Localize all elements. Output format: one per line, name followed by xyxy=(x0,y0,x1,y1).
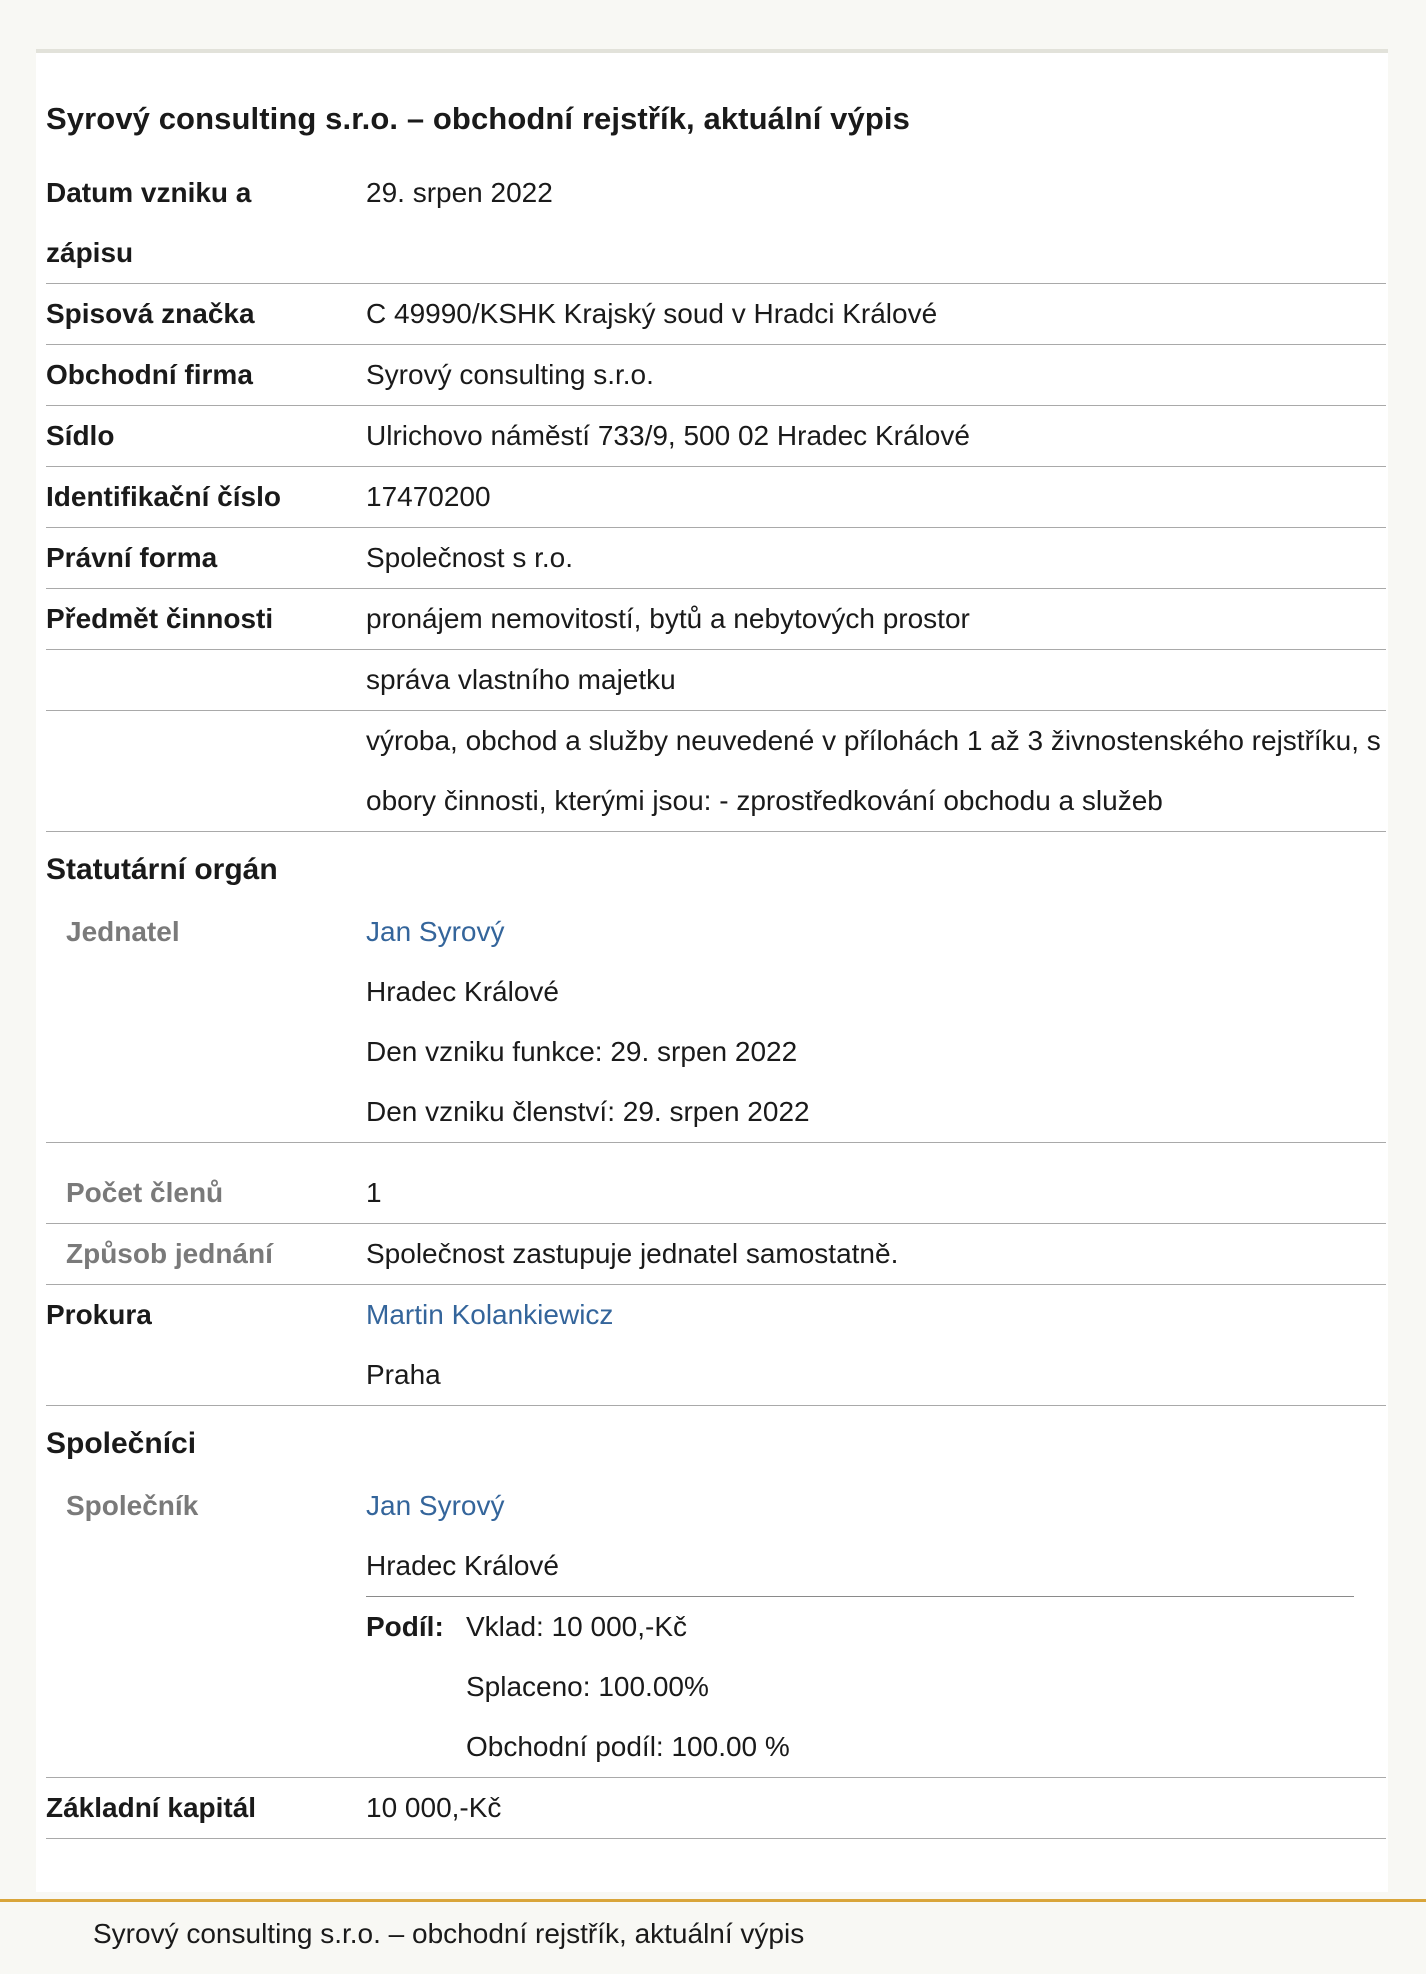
section-statutarni-organ: Statutární orgán xyxy=(46,853,278,886)
predmet-item: pronájem nemovitostí, bytů a nebytových prostor xyxy=(366,603,970,634)
prokura-details xyxy=(366,1285,1386,1405)
registry-table xyxy=(46,163,1386,1839)
footer-title: Syrový consulting s.r.o. – obchodní rejstřík, aktuální výpis xyxy=(93,1918,805,1949)
row-pocet-clenu xyxy=(46,1143,1386,1224)
page-title: Syrový consulting s.r.o. – obchodní rejstřík, aktuální výpis xyxy=(46,101,910,136)
jednatel-label: Jednatel xyxy=(66,916,180,947)
spisova-value: C 49990/KSHK Krajský soud v Hradci Králové xyxy=(366,298,938,329)
spolecnik-city: Hradec Králové xyxy=(366,1550,559,1581)
row-pravni-forma xyxy=(46,528,1386,589)
podil-label: Podíl: xyxy=(366,1611,444,1642)
sidlo-value: Ulrichovo náměstí 733/9, 500 02 Hradec Králové xyxy=(366,420,970,451)
empty-label xyxy=(46,650,366,710)
podil-details xyxy=(466,1597,790,1777)
row-zpusob-jednani xyxy=(46,1224,1386,1285)
kapital-value: 10 000,-Kč xyxy=(366,1792,502,1823)
spolecnik-label: Společník xyxy=(66,1490,199,1521)
row-obchodni-firma xyxy=(46,345,1386,406)
pocet-label: Počet členů xyxy=(66,1177,224,1208)
row-spisova-znacka xyxy=(46,284,1386,345)
jednatel-clenstvi: Den vzniku členství: 29. srpen 2022 xyxy=(366,1096,810,1127)
forma-value: Společnost s r.o. xyxy=(366,542,574,573)
row-sidlo xyxy=(46,406,1386,467)
datum-value: 29. srpen 2022 xyxy=(366,177,553,208)
row-ico xyxy=(46,467,1386,528)
jednatel-name-link[interactable]: Jan Syrový xyxy=(366,916,505,947)
sidlo-label: Sídlo xyxy=(46,420,115,451)
spisova-label: Spisová značka xyxy=(46,298,255,329)
footer-divider xyxy=(0,1899,1426,1902)
row-label xyxy=(46,163,366,283)
row-datum-vzniku xyxy=(46,163,1386,284)
datum-label: Datum vzniku a zápisu xyxy=(46,177,252,268)
row-predmet-3 xyxy=(46,711,1386,832)
podil-vklad: Vklad: 10 000,-Kč xyxy=(466,1611,688,1642)
row-jednatel xyxy=(46,902,1386,1143)
pocet-value: 1 xyxy=(366,1177,382,1208)
podil-splaceno: Splaceno: 100.00% xyxy=(466,1671,709,1702)
spolecnik-details xyxy=(366,1476,1386,1777)
prokura-city: Praha xyxy=(366,1359,441,1390)
firma-label: Obchodní firma xyxy=(46,359,253,390)
zpusob-value: Společnost zastupuje jednatel samostatně. xyxy=(366,1238,899,1269)
ico-value: 17470200 xyxy=(366,481,491,512)
predmet-item: správa vlastního majetku xyxy=(366,664,676,695)
registry-card xyxy=(36,49,1388,1892)
forma-label: Právní forma xyxy=(46,542,218,573)
podil-obchodni: Obchodní podíl: 100.00 % xyxy=(466,1731,790,1762)
jednatel-city: Hradec Králové xyxy=(366,976,559,1007)
row-spolecnik xyxy=(46,1476,1386,1778)
row-predmet-1 xyxy=(46,589,1386,650)
zpusob-label: Způsob jednání xyxy=(66,1238,273,1269)
row-prokura xyxy=(46,1285,1386,1406)
jednatel-details xyxy=(366,902,1386,1142)
row-zakladni-kapital xyxy=(46,1778,1386,1839)
prokura-label: Prokura xyxy=(46,1299,152,1330)
jednatel-funkce: Den vzniku funkce: 29. srpen 2022 xyxy=(366,1036,798,1067)
podil-block xyxy=(366,1596,1354,1777)
predmet-item: výroba, obchod a služby neuvedené v přílohách 1 až 3 živnostenského rejstříku, s obory činnosti, kterými jsou: - zprostředkování obchodu a služeb xyxy=(366,725,1381,816)
predmet-label: Předmět činnosti xyxy=(46,603,274,634)
empty-label xyxy=(46,711,366,831)
firma-value: Syrový consulting s.r.o. xyxy=(366,359,654,390)
prokura-name-link[interactable]: Martin Kolankiewicz xyxy=(366,1299,614,1330)
ico-label: Identifikační číslo xyxy=(46,481,281,512)
kapital-label: Základní kapitál xyxy=(46,1792,257,1823)
section-spolecnici: Společníci xyxy=(46,1427,197,1460)
row-predmet-2 xyxy=(46,650,1386,711)
spolecnik-name-link[interactable]: Jan Syrový xyxy=(366,1490,505,1521)
